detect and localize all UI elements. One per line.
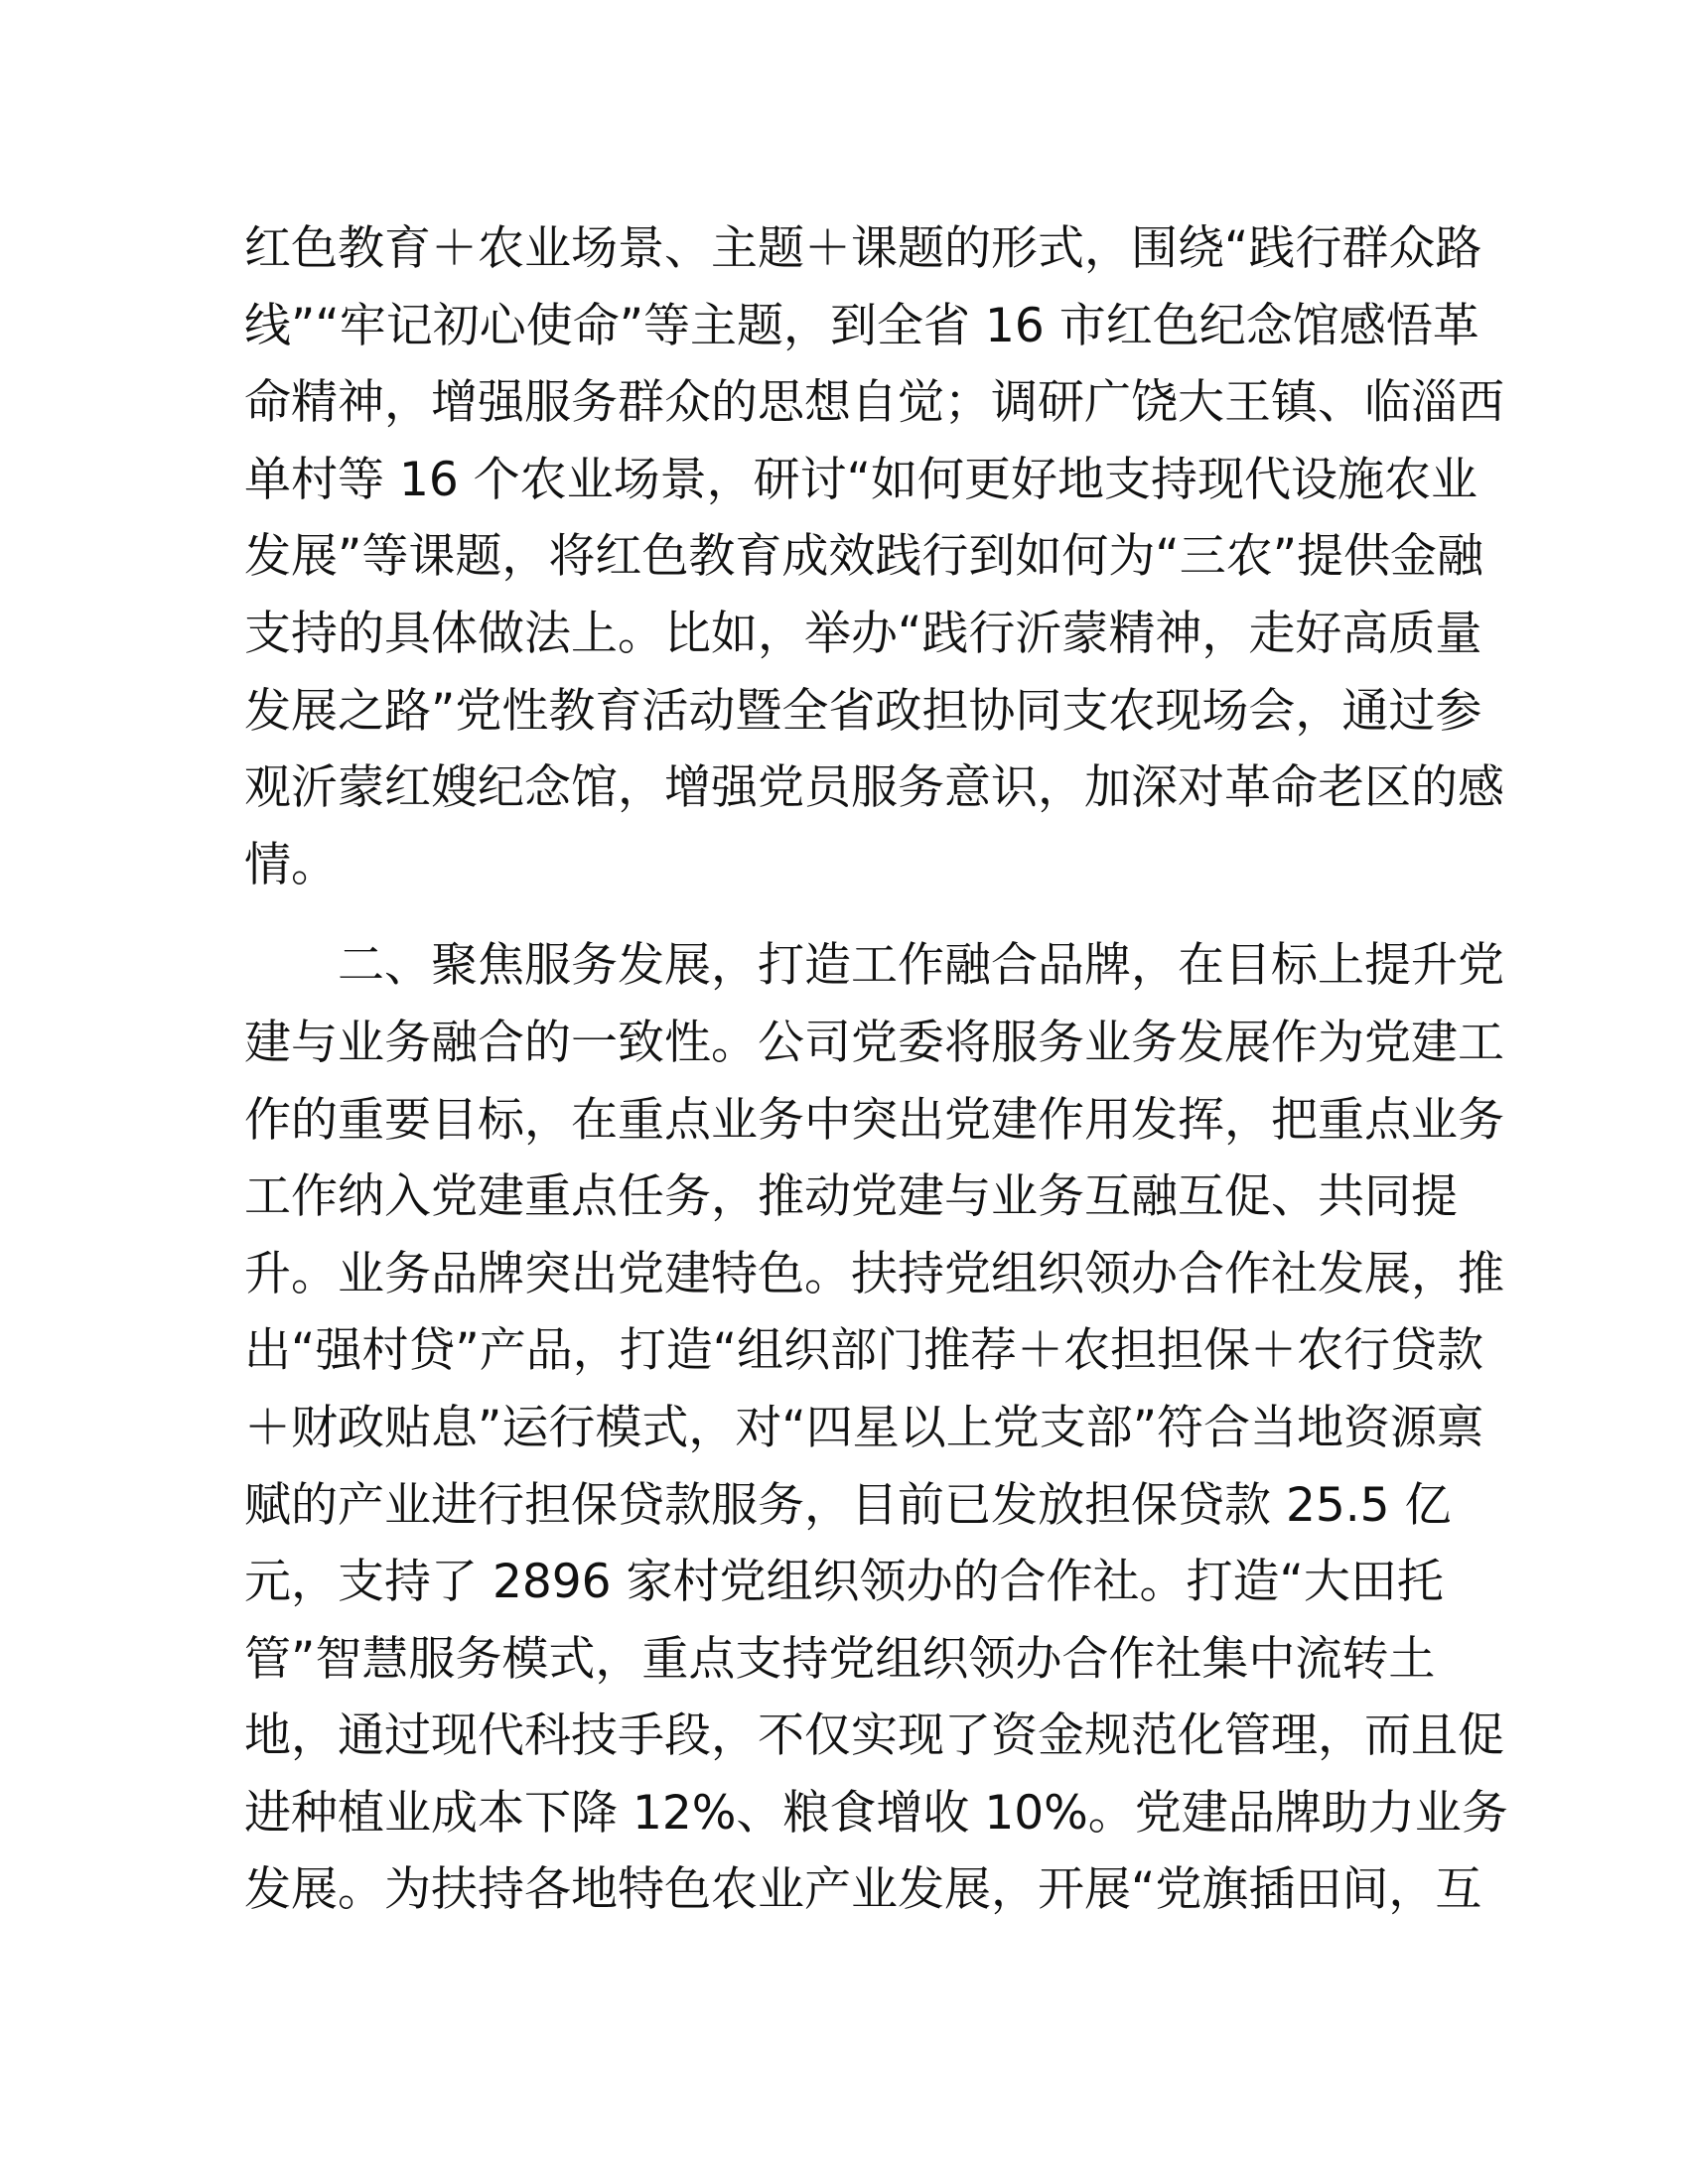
- text-line: 发展。为扶持各地特色农业产业发展，开展“党旗插田间，互: [244, 1862, 1482, 1918]
- text-line: 出“强村贷”产品，打造“组织部门推荐＋农担担保＋农行贷款: [244, 1323, 1484, 1379]
- text-line: 命精神，增强服务群众的思想自觉；调研广饶大王镇、临淄西: [244, 375, 1504, 431]
- text-line: 支持的具体做法上。比如，举办“践行沂蒙精神，走好高质量: [244, 606, 1482, 661]
- text-line: 地，通过现代科技手段，不仅实现了资金规范化管理，而且促: [244, 1708, 1504, 1764]
- text-line: 红色教育＋农业场景、主题＋课题的形式，围绕“践行群众路: [244, 221, 1482, 276]
- document-body: [244, 210, 1508, 1929]
- paragraph-spacer: [244, 903, 1446, 927]
- text-line: 二、聚焦服务发展，打造工作融合品牌，在目标上提升党: [244, 938, 1504, 994]
- text-line: 观沂蒙红嫂纪念馆，增强党员服务意识，加深对革命老区的感: [244, 760, 1504, 816]
- text-line: 赋的产业进行担保贷款服务，目前已发放担保贷款 25.5 亿: [244, 1477, 1452, 1533]
- text-line: 工作纳入党建重点任务，推动党建与业务互融互促、共同提: [244, 1169, 1458, 1225]
- text-line: 发展”等课题，将红色教育成效践行到如何为“三农”提供金融: [244, 529, 1484, 585]
- text-line: 线”“牢记初心使命”等主题，到全省 16 市红色纪念馆感悟革: [244, 298, 1479, 353]
- paragraph-2: [244, 927, 1508, 1929]
- paragraph-1: [244, 210, 1504, 903]
- text-line: 升。业务品牌突出党建特色。扶持党组织领办合作社发展，推: [244, 1246, 1504, 1301]
- text-line: 建与业务融合的一致性。公司党委将服务业务发展作为党建工: [244, 1015, 1504, 1070]
- text-line: 元，支持了 2896 家村党组织领办的合作社。打造“大田托: [244, 1555, 1444, 1610]
- text-line: 进种植业成本下降 12%、粮食增收 10%。党建品牌助力业务: [244, 1785, 1508, 1841]
- text-line: 单村等 16 个农业场景，研讨“如何更好地支持现代设施农业: [244, 452, 1478, 507]
- text-line: 管”智慧服务模式，重点支持党组织领办合作社集中流转土: [244, 1631, 1436, 1687]
- text-line: 发展之路”党性教育活动暨全省政担协同支农现场会，通过参: [244, 683, 1482, 739]
- text-line: ＋财政贴息”运行模式，对“四星以上党支部”符合当地资源禀: [244, 1400, 1484, 1455]
- text-line: 作的重要目标，在重点业务中突出党建作用发挥，把重点业务: [244, 1092, 1504, 1148]
- text-line: 情。: [244, 837, 338, 892]
